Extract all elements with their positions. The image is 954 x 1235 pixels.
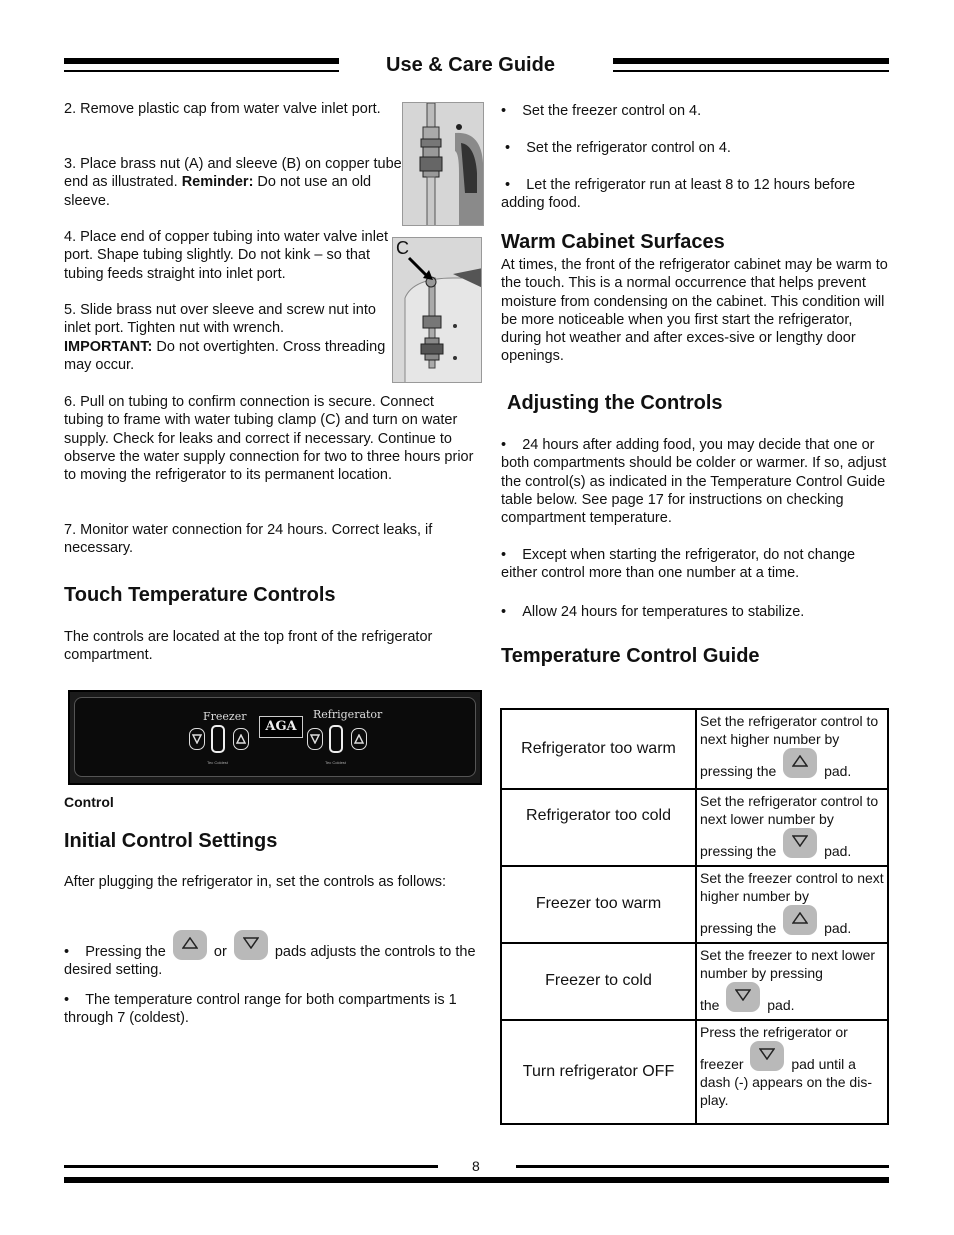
footer-rule-right-thin <box>516 1165 889 1168</box>
freezer-display <box>211 725 225 753</box>
clamp-label-c: C <box>396 238 409 258</box>
right-bullet-freezer: • Set the freezer control on 4. <box>501 103 702 119</box>
touch-controls-heading: Touch Temperature Controls <box>64 584 336 606</box>
step-7: 7. Monitor water connection for 24 hours. Correct leaks, if necessary. <box>64 522 433 557</box>
footer-rule-thick <box>64 1177 889 1183</box>
table-condition: Freezer to cold <box>501 943 696 1020</box>
warm-cabinet-text: At times, the front of the refrigerator cabinet may be warm to the touch. This is a normal occurrence that helps prevent moisture from condensing on the cabinet. This condition will be more noticeable when you first start the refrigerator, during hot weather and after exces-sive or lengthy door openings. <box>501 257 888 365</box>
temperature-control-table <box>500 708 889 1125</box>
up-arrow-pad-icon <box>783 905 817 935</box>
table-action: Set the refrigerator control to next higher number by pressing the pad. <box>696 709 888 789</box>
down-arrow-pad-icon <box>726 982 760 1012</box>
control-panel-image <box>68 690 482 785</box>
refrigerator-up-pad-icon <box>351 728 367 750</box>
up-arrow-pad-icon <box>783 748 817 778</box>
table-row <box>501 709 888 789</box>
table-action: Set the freezer to next lower number by pressing the pad. <box>696 943 888 1020</box>
panel-sub-left: Tec Coldest <box>207 760 228 765</box>
adjust-bullet-1: • 24 hours after adding food, you may decide that one or both compartments should be colder or warmer. If so, adjust the control(s) as indicated in the Temperature Control Guide table below. See page 17 for instructions on checking compartment temperature. <box>501 437 887 527</box>
step-3: 3. Place brass nut (A) and sleeve (B) on copper tube end as illustrated. Reminder: Do not use an old sleeve. <box>64 156 402 209</box>
table-condition: Freezer too warm <box>501 866 696 943</box>
step-2: 2. Remove plastic cap from water valve inlet port. <box>64 101 381 117</box>
initial-settings-heading: Initial Control Settings <box>64 830 278 852</box>
initial-bullet-range: • The temperature control range for both compartments is 1 through 7 (coldest). <box>64 992 457 1027</box>
table-condition: Turn refrigerator OFF <box>501 1020 696 1124</box>
touch-controls-text: The controls are located at the top front of the refrigerator compartment. <box>64 629 433 664</box>
adjust-bullet-2: • Except when starting the refrigerator, do not change either control more than one number at a time. <box>501 547 856 582</box>
header-rule-right-thick <box>613 58 889 64</box>
table-condition: Refrigerator too cold <box>501 789 696 866</box>
step-4: 4. Place end of copper tubing into water valve inlet port. Shape tubing slightly. Do not kink – so that tubing feeds straight into inlet port. <box>64 229 389 282</box>
right-bullet-refrigerator: • Set the refrigerator control on 4. <box>505 140 731 156</box>
aga-logo: AGA <box>259 716 303 738</box>
initial-bullet-pads: • Pressing the or pads adjusts the controls to the desired setting. <box>64 930 476 980</box>
freezer-down-pad-icon <box>189 728 205 750</box>
table-action: Set the freezer control to next higher number by pressing the pad. <box>696 866 888 943</box>
table-row <box>501 866 888 943</box>
step-6: 6. Pull on tubing to confirm connection is secure. Connect tubing to frame with water tubing clamp (C) and turn on water supply. Check for leaks and correct if necessary. Continue to observe the water supply connection for two to three hours prior to moving the refrigerator to its permanent location. <box>64 394 474 484</box>
down-arrow-pad-icon <box>234 930 268 960</box>
down-arrow-pad-icon <box>750 1041 784 1071</box>
panel-freezer-label: Freezer <box>203 710 247 723</box>
valve-illustration-top <box>402 102 484 226</box>
header-rule-left-thin <box>64 70 339 72</box>
step-5: 5. Slide brass nut over sleeve and screw nut into inlet port. Tighten nut with wrench. IMPORTANT: Do not overtighten. Cross threading may occur. <box>64 302 386 373</box>
adjust-bullet-3: • Allow 24 hours for temperatures to stabilize. <box>501 604 805 620</box>
header-rule-left-thick <box>64 58 339 64</box>
table-row <box>501 789 888 866</box>
valve-illustration-clamp <box>392 237 482 383</box>
table-row <box>501 943 888 1020</box>
down-arrow-pad-icon <box>783 828 817 858</box>
warm-cabinet-heading: Warm Cabinet Surfaces <box>501 231 725 253</box>
table-action: Press the refrigerator or freezer pad until a dash (-) appears on the dis-play. <box>696 1020 888 1124</box>
panel-sub-right: Tec Coldest <box>325 760 346 765</box>
refrigerator-display <box>329 725 343 753</box>
freezer-up-pad-icon <box>233 728 249 750</box>
initial-settings-text: After plugging the refrigerator in, set the controls as follows: <box>64 874 447 890</box>
footer-rule-left-thin <box>64 1165 438 1168</box>
adjusting-controls-heading: Adjusting the Controls <box>507 392 723 414</box>
control-caption: Control <box>64 794 114 810</box>
page-title: Use & Care Guide <box>386 54 555 76</box>
table-action: Set the refrigerator control to next lower number by pressing the pad. <box>696 789 888 866</box>
right-bullet-run: • Let the refrigerator run at least 8 to 12 hours before adding food. <box>501 177 856 212</box>
refrigerator-down-pad-icon <box>307 728 323 750</box>
temperature-guide-heading: Temperature Control Guide <box>501 645 760 667</box>
page-number: 8 <box>472 1158 480 1174</box>
table-row <box>501 1020 888 1124</box>
header-rule-right-thin <box>613 70 889 72</box>
up-arrow-pad-icon <box>173 930 207 960</box>
table-condition: Refrigerator too warm <box>501 709 696 789</box>
panel-refrigerator-label: Refrigerator <box>313 708 383 721</box>
